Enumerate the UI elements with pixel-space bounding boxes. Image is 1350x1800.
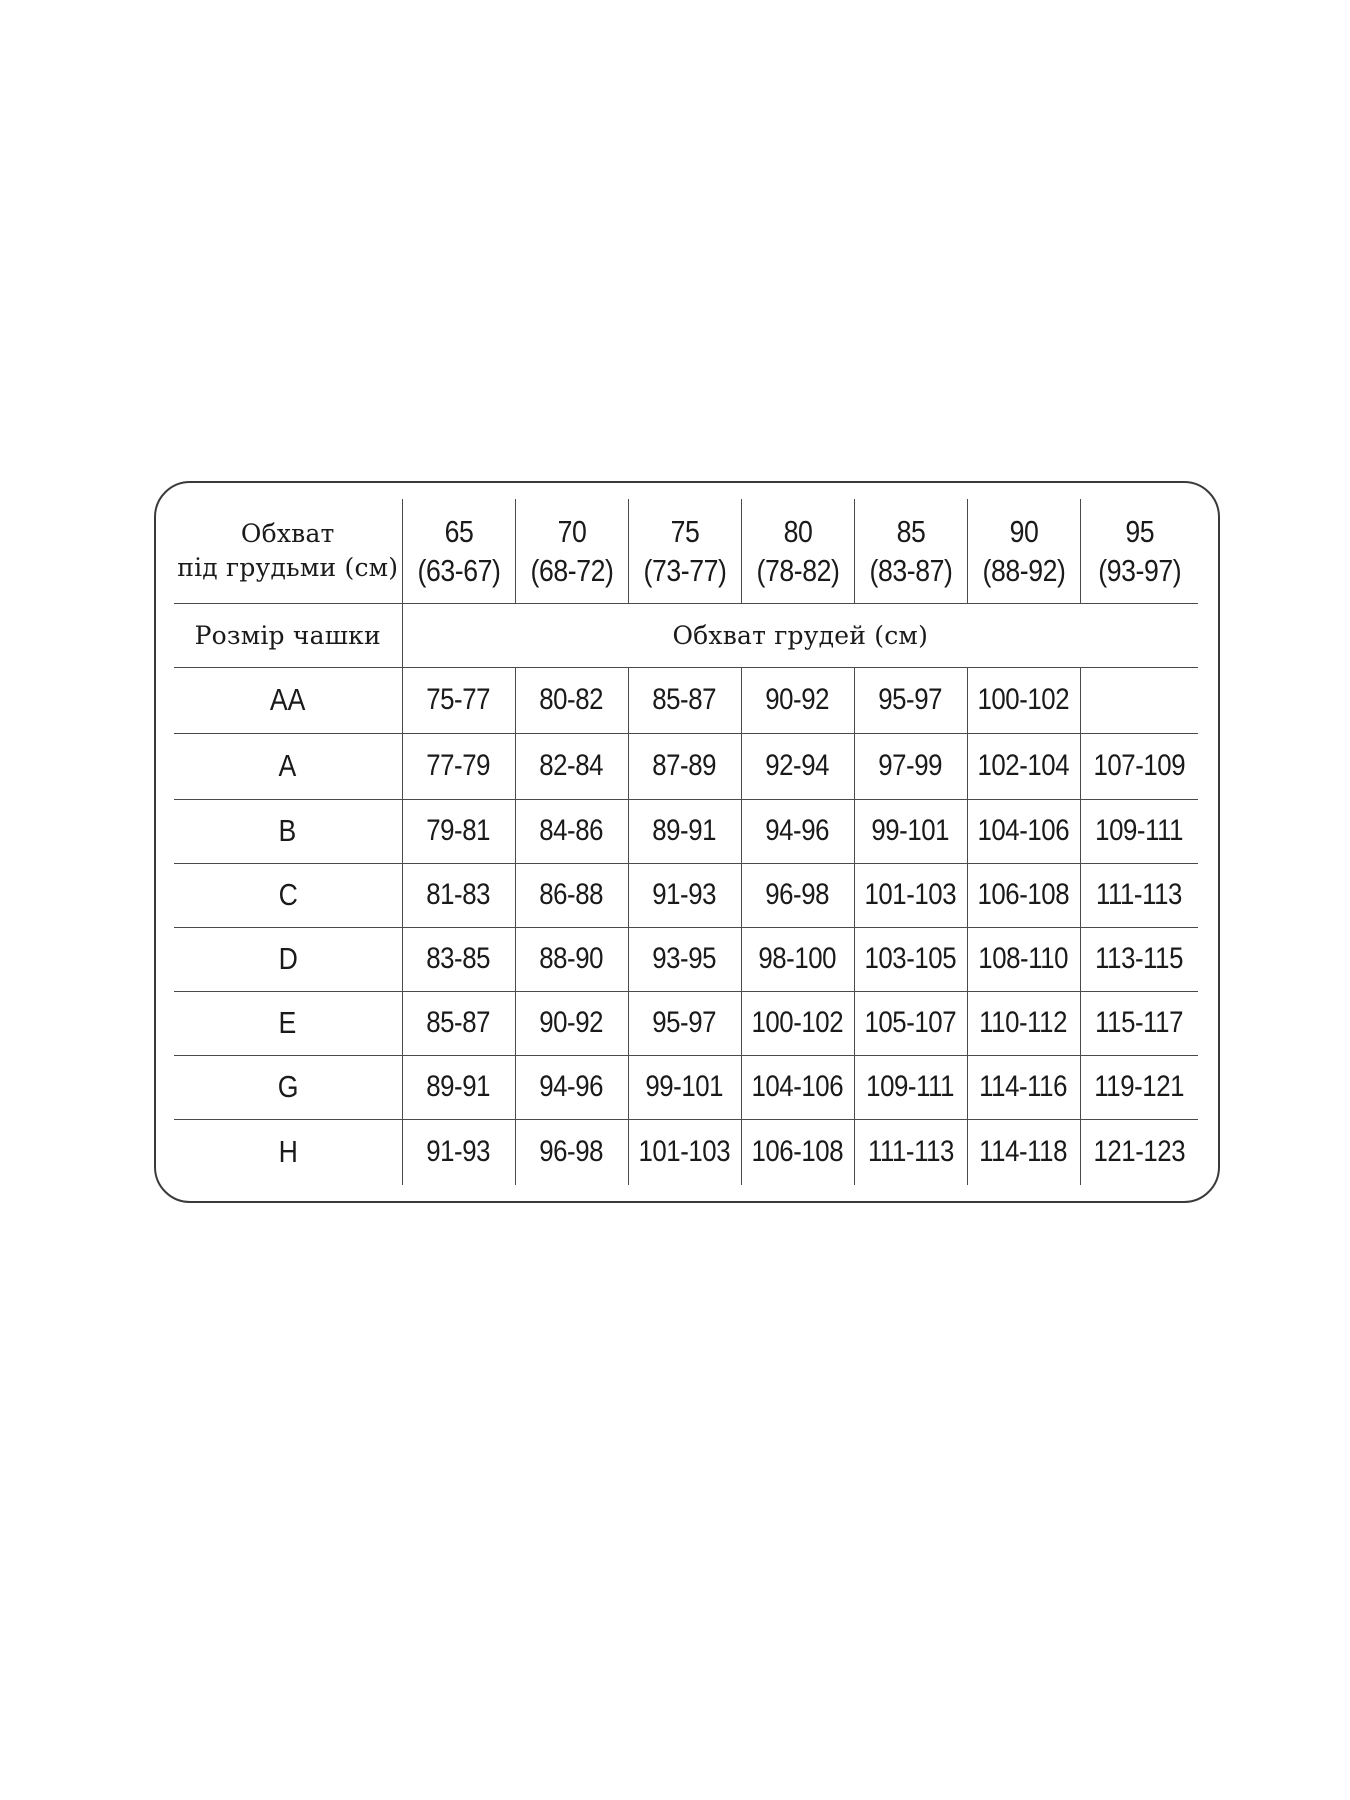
bust-range-cell bbox=[741, 733, 854, 799]
cup-size: A bbox=[278, 748, 297, 783]
bust-range-cell bbox=[741, 863, 854, 927]
bust-range-cell bbox=[741, 799, 854, 863]
bust-range: 106-108 bbox=[977, 878, 1070, 911]
band-size: 90 bbox=[1009, 513, 1038, 549]
bust-range: 75-77 bbox=[426, 683, 491, 716]
bust-range: 94-96 bbox=[765, 814, 830, 847]
bust-range: 85-87 bbox=[426, 1006, 491, 1039]
underbust-label bbox=[174, 499, 402, 603]
band-range: (73-77) bbox=[643, 552, 726, 588]
bust-range: 114-118 bbox=[979, 1135, 1068, 1169]
band-range: (78-82) bbox=[756, 552, 839, 588]
table-row bbox=[174, 927, 1198, 991]
bust-range: 85-87 bbox=[652, 683, 717, 716]
bust-range-cell bbox=[967, 991, 1080, 1055]
bust-range: 92-94 bbox=[765, 749, 830, 782]
bust-range-cell bbox=[515, 927, 628, 991]
band-size: 85 bbox=[896, 513, 925, 549]
bust-range: 82-84 bbox=[539, 749, 604, 782]
bust-range: 94-96 bbox=[539, 1070, 604, 1103]
bust-range: 95-97 bbox=[652, 1006, 717, 1039]
subheader-row bbox=[174, 603, 1198, 667]
bust-range-cell bbox=[402, 799, 515, 863]
bust-range: 81-83 bbox=[426, 878, 491, 911]
bust-range: 79-81 bbox=[426, 814, 491, 847]
table-row bbox=[174, 667, 1198, 733]
band-range: (93-97) bbox=[1097, 552, 1181, 588]
band-size: 80 bbox=[783, 513, 812, 549]
bust-range: 80-82 bbox=[539, 683, 604, 716]
bust-range: 102-104 bbox=[977, 749, 1070, 782]
bust-range-cell bbox=[854, 1055, 967, 1119]
cup-size: B bbox=[278, 813, 297, 848]
bust-range-cell bbox=[515, 863, 628, 927]
bust-range: 91-93 bbox=[426, 1135, 491, 1169]
bust-range: 111-113 bbox=[1096, 878, 1183, 911]
bust-range-cell bbox=[854, 667, 967, 733]
bust-range: 89-91 bbox=[652, 814, 717, 847]
bust-range: 101-103 bbox=[864, 878, 957, 911]
bust-range-cell bbox=[967, 733, 1080, 799]
bust-range-cell bbox=[402, 1119, 515, 1185]
cup-size: G bbox=[277, 1069, 299, 1104]
bust-range-cell bbox=[402, 1055, 515, 1119]
bust-range-cell bbox=[1080, 991, 1198, 1055]
bust-range: 96-98 bbox=[539, 1135, 604, 1169]
table-row bbox=[174, 799, 1198, 863]
band-range: (83-87) bbox=[869, 552, 952, 588]
bust-range-cell bbox=[1080, 733, 1198, 799]
band-header-cell bbox=[967, 499, 1080, 603]
band-header-cell bbox=[628, 499, 741, 603]
bust-range-cell bbox=[402, 991, 515, 1055]
bust-range-cell bbox=[628, 991, 741, 1055]
bust-range-cell bbox=[854, 799, 967, 863]
bust-range-cell bbox=[402, 927, 515, 991]
bust-range-cell bbox=[628, 733, 741, 799]
bust-range: 90-92 bbox=[765, 683, 830, 716]
bust-range: 89-91 bbox=[426, 1070, 491, 1103]
bust-range-cell bbox=[515, 799, 628, 863]
bust-range-cell bbox=[741, 1055, 854, 1119]
bust-range-cell bbox=[1080, 1119, 1198, 1185]
bust-range-cell bbox=[967, 1119, 1080, 1185]
bust-range: 87-89 bbox=[652, 749, 717, 782]
bust-range: 99-101 bbox=[871, 814, 950, 847]
bust-range-cell bbox=[967, 1055, 1080, 1119]
band-header-cell bbox=[741, 499, 854, 603]
bust-range: 103-105 bbox=[864, 942, 957, 975]
band-size: 70 bbox=[557, 513, 586, 549]
band-size: 65 bbox=[444, 513, 473, 549]
size-table bbox=[174, 499, 1198, 1185]
bust-range-cell bbox=[967, 667, 1080, 733]
bust-range: 105-107 bbox=[864, 1006, 957, 1039]
bust-range: 88-90 bbox=[539, 942, 604, 975]
bust-range-cell bbox=[628, 1119, 741, 1185]
bust-range: 98-100 bbox=[758, 942, 837, 975]
bust-range: 106-108 bbox=[751, 1135, 844, 1169]
bust-range-cell bbox=[402, 733, 515, 799]
cup-size: D bbox=[278, 941, 298, 976]
table-row bbox=[174, 1119, 1198, 1185]
table-row bbox=[174, 863, 1198, 927]
bust-range-cell bbox=[628, 1055, 741, 1119]
bust-range-cell bbox=[515, 667, 628, 733]
cup-size-label: Розмір чашки bbox=[174, 603, 402, 667]
bust-range: 99-101 bbox=[645, 1070, 724, 1103]
bust-range-cell bbox=[967, 927, 1080, 991]
bust-range-cell bbox=[628, 799, 741, 863]
bust-range: 114-116 bbox=[979, 1070, 1068, 1103]
bust-range: 96-98 bbox=[765, 878, 830, 911]
table-row bbox=[174, 991, 1198, 1055]
bust-range: 100-102 bbox=[977, 683, 1070, 716]
bust-range-cell bbox=[628, 667, 741, 733]
bust-range-cell bbox=[967, 799, 1080, 863]
bust-range-cell bbox=[1080, 863, 1198, 927]
bust-range: 111-113 bbox=[867, 1135, 954, 1169]
bust-range: 95-97 bbox=[878, 683, 943, 716]
band-header-cell bbox=[1080, 499, 1198, 603]
cup-size: E bbox=[278, 1005, 297, 1040]
bust-range-cell bbox=[854, 1119, 967, 1185]
table-row bbox=[174, 1055, 1198, 1119]
bust-range: 100-102 bbox=[751, 1006, 844, 1039]
band-header-cell bbox=[854, 499, 967, 603]
band-header-cell bbox=[402, 499, 515, 603]
cup-size-cell bbox=[174, 733, 402, 799]
bust-range: 115-117 bbox=[1095, 1006, 1184, 1039]
bust-range: 113-115 bbox=[1095, 942, 1184, 975]
bust-range: 83-85 bbox=[426, 942, 491, 975]
underbust-label-line1: Обхват bbox=[240, 518, 335, 548]
bust-range-cell bbox=[1080, 799, 1198, 863]
bust-range: 93-95 bbox=[652, 942, 717, 975]
underbust-label-line2: під грудьми (см) bbox=[177, 552, 399, 582]
cup-size-cell bbox=[174, 1119, 402, 1185]
bust-range-cell bbox=[741, 991, 854, 1055]
bust-range: 97-99 bbox=[878, 749, 943, 782]
bust-label: Обхват грудей (см) bbox=[402, 603, 1198, 667]
cup-size-cell bbox=[174, 1055, 402, 1119]
bust-range-cell bbox=[515, 991, 628, 1055]
bust-range-cell bbox=[741, 927, 854, 991]
bust-range: 101-103 bbox=[638, 1135, 731, 1169]
bust-range-cell bbox=[1080, 1055, 1198, 1119]
bust-range-cell bbox=[854, 733, 967, 799]
bust-range: 119-121 bbox=[1094, 1070, 1185, 1103]
bust-range: 84-86 bbox=[539, 814, 604, 847]
bust-range: 108-110 bbox=[978, 942, 1069, 975]
bust-range: 107-109 bbox=[1093, 749, 1186, 782]
bust-range-cell bbox=[854, 991, 967, 1055]
cup-size-cell bbox=[174, 799, 402, 863]
table-row bbox=[174, 733, 1198, 799]
bust-range-cell bbox=[515, 733, 628, 799]
bust-range: 104-106 bbox=[977, 814, 1070, 847]
bust-range-cell bbox=[515, 1055, 628, 1119]
bust-range-cell bbox=[628, 863, 741, 927]
bust-range-cell bbox=[1080, 927, 1198, 991]
bust-range: 77-79 bbox=[426, 749, 491, 782]
bust-range: 109-111 bbox=[866, 1070, 955, 1103]
bust-range-cell bbox=[741, 667, 854, 733]
bust-range-cell bbox=[854, 863, 967, 927]
bust-range-cell bbox=[854, 927, 967, 991]
bust-range: 110-112 bbox=[979, 1006, 1068, 1039]
bust-range-cell bbox=[741, 1119, 854, 1185]
bust-range: 86-88 bbox=[539, 878, 604, 911]
band-size: 75 bbox=[670, 513, 699, 549]
cup-size-cell bbox=[174, 863, 402, 927]
band-range: (63-67) bbox=[417, 552, 500, 588]
band-header-row bbox=[174, 499, 1198, 603]
cup-size: C bbox=[278, 877, 298, 912]
bust-range-cell bbox=[1080, 667, 1198, 733]
cup-size-cell bbox=[174, 927, 402, 991]
bust-range: 121-123 bbox=[1093, 1135, 1186, 1169]
bust-range-cell bbox=[967, 863, 1080, 927]
band-size: 95 bbox=[1124, 513, 1154, 549]
cup-size: AA bbox=[269, 682, 306, 717]
cup-size-cell bbox=[174, 991, 402, 1055]
bust-range: 90-92 bbox=[539, 1006, 604, 1039]
bust-range-cell bbox=[402, 667, 515, 733]
band-range: (88-92) bbox=[982, 552, 1065, 588]
cup-size: H bbox=[278, 1134, 298, 1170]
bust-range-cell bbox=[515, 1119, 628, 1185]
size-chart-card bbox=[154, 481, 1220, 1203]
bust-range: 104-106 bbox=[751, 1070, 844, 1103]
band-header-cell bbox=[515, 499, 628, 603]
band-range: (68-72) bbox=[530, 552, 613, 588]
bust-range: 109-111 bbox=[1095, 814, 1184, 847]
bust-range-cell bbox=[402, 863, 515, 927]
bust-range-cell bbox=[628, 927, 741, 991]
bust-range: 91-93 bbox=[652, 878, 717, 911]
cup-size-cell bbox=[174, 667, 402, 733]
